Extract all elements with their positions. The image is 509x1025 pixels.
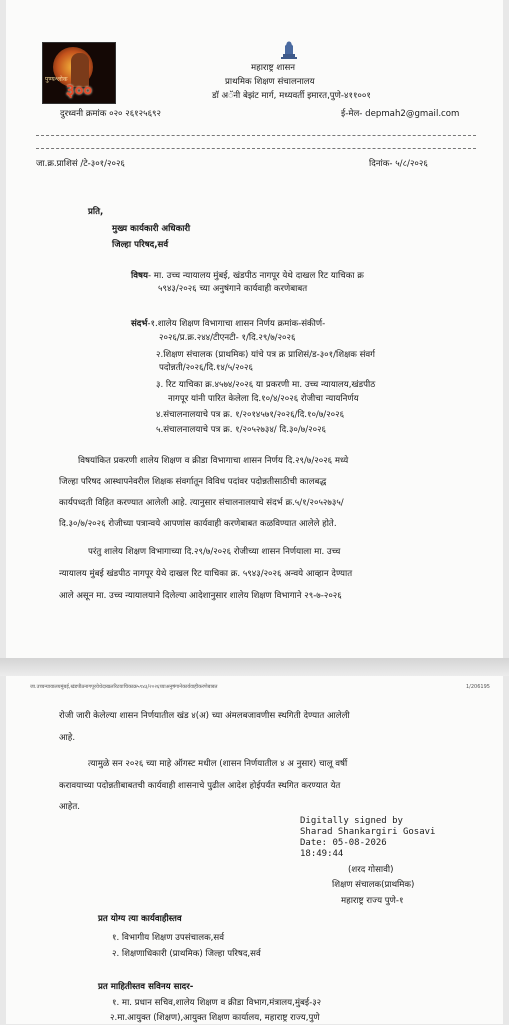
reference-item: ५.संचालनालयाचे पत्र क्र. १/२०५२७३४/ दि.३०/७/२०२६ bbox=[156, 425, 327, 435]
letter-date: दिनांक- ५/८/२०२६ bbox=[369, 159, 428, 169]
body-line: करावयाच्या पदोन्नतीबाबतची कार्यवाही शासनाचे पुढील आदेश होईपर्यंत स्थगित करण्यात येत bbox=[59, 781, 341, 791]
digital-signature: Digitally signed by Sharad Shankargiri Gosavi Date: 05-08-2026 18:49:44 bbox=[300, 816, 436, 859]
reference-item: संदर्भ-१.शालेय शिक्षण विभागाचा शासन निर्णय क्रमांक-संकीर्ण- bbox=[131, 319, 326, 329]
reference-item: ४.संचालनालयाचे पत्र क्र. १/२०१४५७१/२०२६/दि.१०/७/२०२६ bbox=[156, 410, 345, 420]
subject-line: विषय- मा. उच्च न्यायालय मुंबई, खंडपीठ नागपूर येथे दाखल रिट याचिका क्र bbox=[131, 271, 364, 281]
signatory-title: शिक्षण संचालक(प्राथमिक) bbox=[332, 880, 415, 890]
page-gap bbox=[0, 658, 509, 676]
page-number: 1/206195 bbox=[466, 684, 490, 690]
letter-page-2 bbox=[6, 676, 503, 1024]
reference-number: जा.क्र.प्राशिसं /टे-३०१/२०२६ bbox=[36, 159, 125, 169]
reference-item: ३. रिट याचिका क्र.४५७४/२०२६ या प्रकरणी मा. उच्च न्यायालय,खंडपीठ bbox=[156, 380, 376, 390]
office-name: प्राथमिक शिक्षण संचालनालय bbox=[225, 77, 315, 87]
subject-label: विषय bbox=[131, 271, 148, 281]
reference-item: नागपूर यांनी पारित केलेला दि.१०/४/२०२६ रोजीचा न्यायनिर्णय bbox=[168, 394, 359, 404]
body-line: आहेत. bbox=[59, 802, 80, 812]
body-line: जिल्हा परिषद आस्थापनेवरील शिक्षक संवर्गातून विविध पदांवर पदोन्नतीसाठीची कालबद्ध bbox=[59, 477, 327, 487]
salutation: प्रति, bbox=[88, 207, 104, 217]
state-emblem-icon bbox=[279, 38, 299, 60]
body-line: कार्यपध्दती विहित करण्यात आलेली आहे. त्यानुसार संचालनालयाचे संदर्भ क्र.५/१/२०५२७३५/ bbox=[59, 498, 344, 508]
logo-number: ३०० bbox=[65, 81, 93, 101]
reference-item: पदोन्नती/२०२६/दि.१४/५/२०२६ bbox=[159, 363, 253, 373]
divider bbox=[36, 135, 476, 136]
phone-number: दुरध्वनी क्रमांक ०२० २६१२५६९२ bbox=[60, 109, 161, 119]
cc-heading: प्रत योग्य त्या कार्यवाहीस्तव bbox=[98, 914, 182, 924]
cc-item: २. शिक्षणाधिकारी (प्राथमिक) जिल्हा परिषद,सर्व bbox=[112, 949, 261, 959]
office-address: डॉ अॅनी बेझंट मार्ग, मध्यवर्ती इमारत,पुणे-४११००१ bbox=[212, 91, 371, 101]
recipient-line: जिल्हा परिषद,सर्व bbox=[112, 240, 169, 250]
cc-item: २.मा.आयुक्त (शिक्षण),आयुक्त शिक्षण कार्यालय, महाराष्ट्र राज्य,पुणे bbox=[110, 1013, 320, 1023]
signatory-place: महाराष्ट्र राज्य पुणे-१ bbox=[341, 896, 404, 906]
body-line: आले असून मा. उच्च न्यायालयाने दिलेल्या आदेशानुसार शालेय शिक्षण विभागाने २९-७-२०२६ bbox=[59, 591, 342, 601]
body-line: परंतु शालेय शिक्षण विभागाच्या दि.२९/७/२०२६ रोजीच्या शासन निर्णयाला मा. उच्च bbox=[88, 547, 341, 557]
divider bbox=[36, 148, 476, 149]
body-line: रोजी जारी केलेल्या शासन निर्णयातील खंड ४(अ) च्या अंमलबजावणीस स्थगिती देण्यात आलेली bbox=[59, 711, 350, 721]
signatory-name: (शरद गोसावी) bbox=[348, 865, 394, 875]
reference-label: संदर्भ bbox=[131, 319, 148, 329]
recipient-line: मुख्य कार्यकारी अधिकारी bbox=[112, 224, 191, 234]
body-line: आहे. bbox=[59, 733, 76, 743]
letter-page-1 bbox=[6, 0, 503, 658]
body-line: दि.३०/७/२०२६ रोजीच्या पत्रान्वये आपणांस कार्यवाही करणेबाबत कळविण्यात आलेले होते. bbox=[59, 519, 337, 529]
reference-item: २.शिक्षण संचालक (प्राथमिक) यांचे पत्र क्र प्राशिसं/ड-३०१/शिक्षक संवर्ग bbox=[156, 350, 376, 360]
body-line: त्यामुळे सन २०२६ च्या माहे ऑगस्ट मधील (शासन निर्णयातील ४ अ नुसार) चालू वर्षी bbox=[88, 759, 348, 769]
jubilee-logo: पुण्यश्लोक ३०० bbox=[42, 42, 116, 104]
cc-item: १. विभागीय शिक्षण उपसंचालक,सर्व bbox=[112, 933, 224, 943]
reference-item: २०२६/प्र.क्र.२४४/टीएनटी- १/दि.२९/७/२०२६ bbox=[159, 333, 296, 343]
subject-line: ५९४३/२०२६ च्या अनुषंगाने कार्यवाही करणेबाबत bbox=[158, 284, 308, 294]
cc-heading: प्रत माहितीस्तव सविनय सादर- bbox=[98, 982, 194, 992]
govt-name: महाराष्ट्र शासन bbox=[251, 63, 296, 73]
cc-item: १. मा. प्रधान सचिव,शालेय शिक्षण व क्रीडा विभाग,मंत्रालय,मुंबई-३२ bbox=[112, 998, 322, 1008]
body-line: न्यायालय मुंबई खंडपीठ नागपूर येथे दाखल रिट याचिका क्र. ५९४३/२०२६ अन्वये आव्हान देण्यात bbox=[59, 569, 353, 579]
body-line: विषयांकित प्रकरणी शालेय शिक्षण व क्रीडा विभागाचा शासन निर्णय दि.२९/७/२०२६ मध्ये bbox=[78, 456, 349, 466]
page-header: जा.उच्चन्यायालयमुंबई,खंडपीठनागपूरयेथेदाखलरिटयाचिकाक्र५९४३/२०२६च्याअनुषंगानेकार्यवाहीकरणेबाबत bbox=[30, 684, 218, 690]
email-address: ई-मेल- depmah2@gmail.com bbox=[341, 109, 460, 119]
